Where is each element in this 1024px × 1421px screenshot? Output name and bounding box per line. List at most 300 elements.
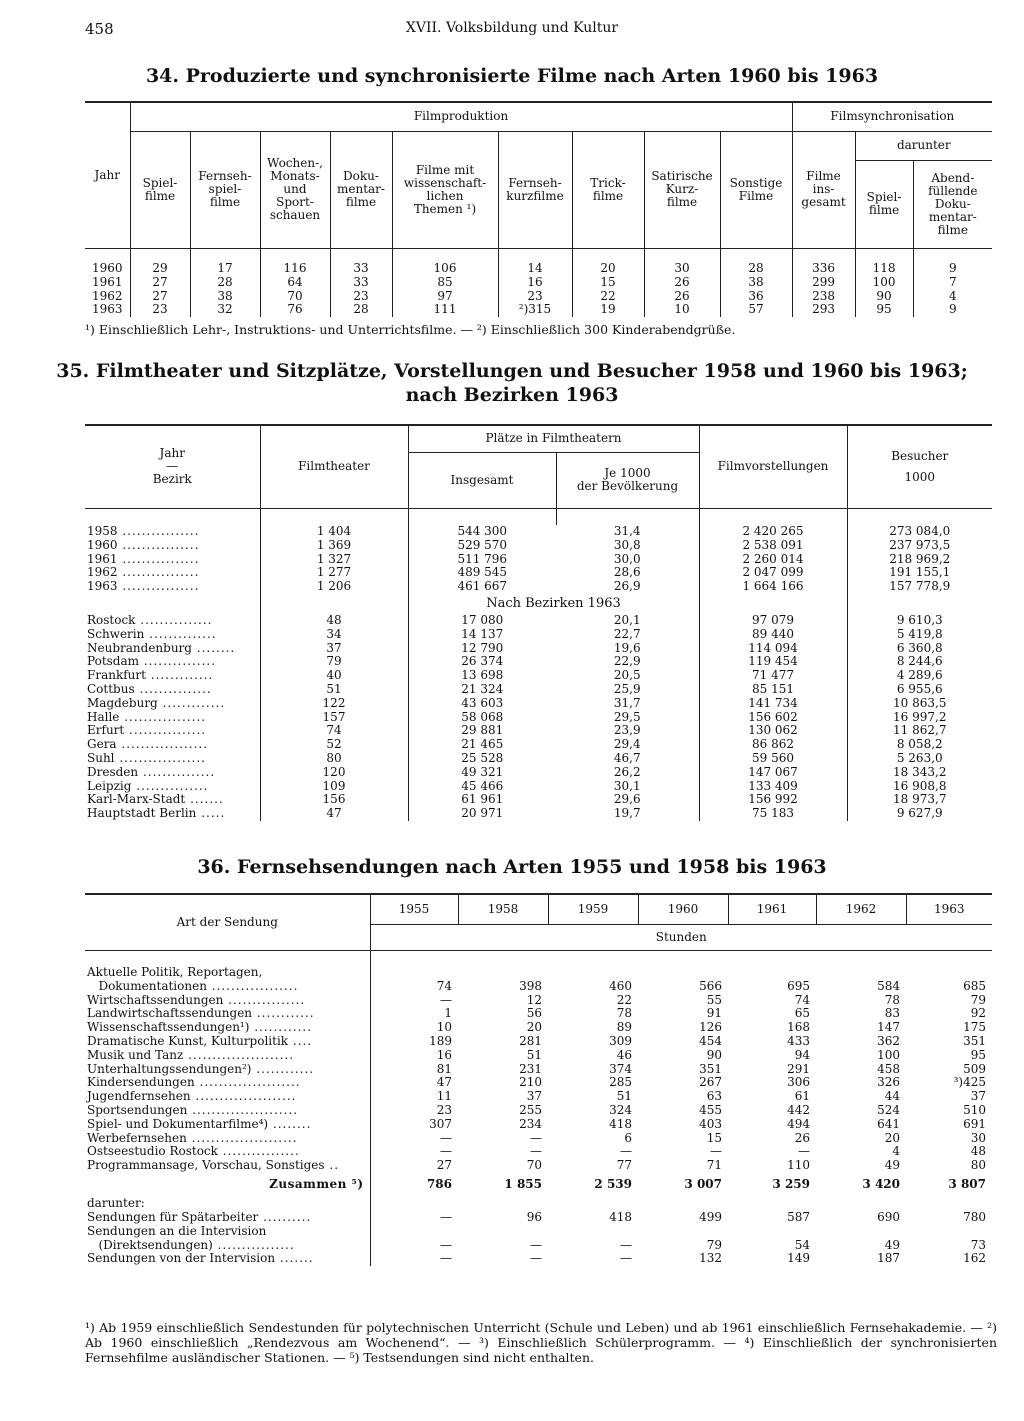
t36-value-cell <box>816 1225 906 1239</box>
t35-row-label-text: Leipzig <box>87 779 132 793</box>
leader-dots: ...................... <box>186 1131 298 1145</box>
leader-dots: ................ <box>117 525 200 538</box>
t36-value-cell: 641 <box>877 1117 900 1131</box>
t35-value-cell: 237 973,5 <box>847 539 992 553</box>
t35-value-cell: 25,9 <box>613 682 641 696</box>
t36-value-cell: — <box>620 1252 632 1266</box>
t34-value-cell: 32 <box>190 303 260 317</box>
t35-value-cell: 22,7 <box>613 627 641 641</box>
table-row <box>85 1090 992 1104</box>
t36-value-cell: 324 <box>609 1103 632 1117</box>
t35-row-label <box>85 780 260 794</box>
t34-year-cell: 1961 <box>91 275 123 289</box>
t34-col-header: Satirische Kurz- filme <box>644 131 720 248</box>
t35-row-label-text: Erfurt <box>87 724 125 738</box>
t36-row-label-text: Sportsendungen <box>87 1103 188 1117</box>
t36-value-cell: — <box>530 1238 542 1252</box>
t35-row-label <box>85 807 260 821</box>
leader-dots: .... <box>288 1034 313 1048</box>
t35-row-label <box>85 580 260 594</box>
leader-dots: ............ <box>251 1062 315 1076</box>
t35-row-label-text: Frankfurt <box>87 669 146 683</box>
t36-row-label-text: Wirtschaftssendungen <box>87 993 224 1007</box>
t36-stunden-header: Stunden <box>370 924 992 950</box>
table-36-title: 36. Fernsehsendungen nach Arten 1955 und 1958 bis 1963 <box>197 856 827 878</box>
t36-value-cell: 23 <box>370 1104 458 1118</box>
t35-value-cell: 9 610,3 <box>847 614 992 628</box>
t34-value-cell: 95 <box>855 303 913 317</box>
t36-row-label <box>85 1211 370 1225</box>
t35-row-label <box>85 553 260 567</box>
t34-value-cell: 70 <box>260 290 330 304</box>
t36-value-cell: 74 <box>794 993 810 1007</box>
t35-row-label-text: Karl-Marx-Stadt <box>87 793 186 807</box>
table-row <box>85 580 992 594</box>
table-row <box>85 1063 992 1077</box>
t34-value-cell: 336 <box>792 262 855 276</box>
t36-value-cell: 78 <box>616 1007 632 1021</box>
leader-dots: .................. <box>206 979 299 993</box>
t35-value-cell: 43 603 <box>408 697 556 711</box>
t36-row-label <box>85 1239 370 1253</box>
t34-year-cell: 1963 <box>91 303 123 317</box>
table-34-title: 34. Produzierte und synchronisierte Filme nach Arten 1960 bis 1963 <box>145 65 879 87</box>
leader-dots: ................. <box>119 710 207 724</box>
t35-value-cell: 120 <box>260 766 408 780</box>
t36-row-label-text: Spiel- und Dokumentarfilme⁴) <box>87 1117 269 1131</box>
t36-value-cell: 16 <box>370 1049 458 1063</box>
t36-value-cell <box>638 1225 728 1239</box>
t35-row-label <box>85 697 260 711</box>
t35-value-cell: 2 538 091 <box>699 539 847 553</box>
t35-value-cell: 10 863,5 <box>847 697 992 711</box>
t35-value-cell: 37 <box>260 642 408 656</box>
leader-dots: .......... <box>258 1210 312 1224</box>
t36-value-cell: — <box>530 1252 542 1266</box>
t35-value-cell: 119 454 <box>699 655 847 669</box>
table-row <box>85 1076 992 1090</box>
t35-value-cell: 30,0 <box>613 552 641 566</box>
t35-value-cell: 23,9 <box>613 724 641 738</box>
t35-value-cell: 52 <box>260 738 408 752</box>
t35-value-cell: 89 440 <box>699 628 847 642</box>
t35-row-label-text: Halle <box>87 710 120 724</box>
t34-value-cell: 22 <box>572 290 644 304</box>
t36-value-cell: 26 <box>794 1131 810 1145</box>
t36-value-cell <box>728 1225 816 1239</box>
t36-value-cell: — <box>370 1211 458 1225</box>
t36-year-header: 1961 <box>728 894 816 924</box>
t35-value-cell: 86 862 <box>699 738 847 752</box>
t35-value-cell: 58 068 <box>408 711 556 725</box>
t35-value-cell: 6 360,8 <box>847 642 992 656</box>
t36-value-cell: 187 <box>877 1252 900 1266</box>
t36-row-label-text: Aktuelle Politik, Reportagen, <box>87 966 263 979</box>
t35-row-label <box>85 539 260 553</box>
t35-value-cell: 31,7 <box>613 696 641 710</box>
t35-value-cell: 45 466 <box>408 780 556 794</box>
t36-value-cell: 94 <box>794 1048 810 1062</box>
t35-value-cell: 29,6 <box>613 793 641 807</box>
t36-value-cell: 6 <box>624 1131 632 1145</box>
t34-value-cell: 38 <box>720 276 792 290</box>
t34-value-cell: 4 <box>913 290 992 304</box>
t35-row-label-text: Suhl <box>87 751 115 765</box>
t34-value-cell: 9 <box>913 303 992 317</box>
leader-dots: ........ <box>268 1117 312 1131</box>
table-row <box>85 966 992 980</box>
t36-year-header: 1955 <box>370 894 458 924</box>
t34-value-cell: 23 <box>330 290 392 304</box>
t34-value-cell: 30 <box>644 262 720 276</box>
t34-value-cell: 100 <box>855 276 913 290</box>
t36-row-label-text: Dramatische Kunst, Kulturpolitik <box>87 1034 289 1048</box>
t35-row-label-text: Hauptstadt Berlin <box>87 807 197 821</box>
t36-value-cell: 11 <box>370 1090 458 1104</box>
leader-dots: ..... <box>196 807 226 821</box>
t34-value-cell: ²)315 <box>498 303 572 317</box>
t35-row-label-text: Gera <box>87 738 117 752</box>
t36-value-cell: 77 <box>616 1159 632 1173</box>
table-row <box>85 1007 992 1021</box>
t35-value-cell: 273 084,0 <box>847 525 992 539</box>
t35-value-cell: 14 137 <box>408 628 556 642</box>
t36-value-cell: 510 <box>963 1103 986 1117</box>
t36-value-cell: 1 <box>370 1007 458 1021</box>
running-head: XVII. Volksbildung und Kultur <box>405 20 619 36</box>
t35-value-cell: 1 664 166 <box>699 580 847 594</box>
t36-value-cell: 65 <box>794 1007 810 1021</box>
t35-value-cell: 20,5 <box>613 669 641 683</box>
t35-row-label-text: 1963 <box>87 580 118 594</box>
t35-row-label-text: 1958 <box>87 525 118 538</box>
t36-value-cell: 92 <box>970 1007 986 1021</box>
t34-value-cell: 33 <box>330 276 392 290</box>
t36-value-cell: 63 <box>706 1090 722 1104</box>
leader-dots: ................ <box>217 1145 300 1159</box>
table-row <box>85 752 992 766</box>
t34-value-cell: 57 <box>720 303 792 317</box>
t34-value-cell: 9 <box>913 262 992 276</box>
t36-row-label <box>85 1035 370 1049</box>
t36-value-cell: 210 <box>519 1076 542 1090</box>
t34-value-cell: 116 <box>260 262 330 276</box>
t36-value-cell <box>548 966 638 980</box>
t35-value-cell: 29 881 <box>408 724 556 738</box>
t34-value-cell: 118 <box>855 262 913 276</box>
t36-value-cell: 780 <box>963 1210 986 1224</box>
t36-value-cell <box>458 1225 548 1239</box>
t36-value-cell: 46 <box>616 1048 632 1062</box>
t34-value-cell: 23 <box>498 290 572 304</box>
t36-total-cell: 3 420 <box>862 1176 900 1191</box>
table-row <box>85 262 992 276</box>
t36-value-cell: 291 <box>787 1062 810 1076</box>
t36-value-cell: 418 <box>609 1117 632 1131</box>
t36-value-cell: 418 <box>609 1210 632 1224</box>
t36-row-label <box>85 1132 370 1146</box>
t35-value-cell: 19,6 <box>613 641 641 655</box>
t36-value-cell: 81 <box>370 1063 458 1077</box>
leader-dots: ............... <box>134 682 212 696</box>
t35-dash-label: — <box>166 459 179 474</box>
t36-value-cell: 147 <box>877 1021 900 1035</box>
t34-year-cell: 1960 <box>91 262 123 275</box>
t35-value-cell: 141 734 <box>699 697 847 711</box>
t36-total-cell: 3 807 <box>948 1176 986 1191</box>
t36-value-cell: 454 <box>699 1034 722 1048</box>
leader-dots: .............. <box>144 627 217 641</box>
t36-value-cell <box>728 966 816 980</box>
t36-year-header: 1963 <box>906 894 992 924</box>
t36-value-cell: 27 <box>370 1159 458 1173</box>
t36-value-cell: 584 <box>877 979 900 993</box>
t35-value-cell: 9 627,9 <box>847 807 992 821</box>
table-row <box>85 525 992 539</box>
t36-value-cell: — <box>370 994 458 1008</box>
table-row <box>85 669 992 683</box>
table-row <box>85 290 992 304</box>
t34-value-cell: 16 <box>498 276 572 290</box>
t36-total-label: Zusammen ⁵) <box>269 1176 364 1191</box>
t36-total-cell: 3 259 <box>772 1176 810 1191</box>
t35-value-cell: 511 796 <box>408 553 556 567</box>
t36-value-cell: 48 <box>970 1145 986 1159</box>
leader-dots: ................ <box>117 552 200 566</box>
t36-year-header: 1962 <box>816 894 906 924</box>
t35-row-label-text: 1960 <box>87 538 118 552</box>
leader-dots: ..................... <box>190 1090 297 1104</box>
t34-value-cell: 111 <box>392 303 498 317</box>
table-row <box>85 303 992 317</box>
t36-value-cell <box>458 966 548 980</box>
t36-value-cell: 49 <box>884 1238 900 1252</box>
leader-dots: ............... <box>139 655 217 669</box>
t34-jahr-header: Jahr <box>85 102 130 248</box>
t36-value-cell: 56 <box>526 1007 542 1021</box>
t35-value-cell: 18 973,7 <box>847 793 992 807</box>
t34-col-header: Spiel- filme <box>855 160 913 248</box>
t35-row-label <box>85 614 260 628</box>
t35-je1000-header: Je 1000 der Bevölkerung <box>556 452 699 508</box>
t34-col-header: Filme mit wissenschaft- lichen Themen ¹) <box>392 131 498 248</box>
table-row <box>85 1104 992 1118</box>
t36-year-header: 1960 <box>638 894 728 924</box>
leader-dots: .. <box>324 1159 340 1173</box>
t34-col-header: Abend- füllende Doku- mentar- filme <box>913 160 992 248</box>
t35-1000-label: 1000 <box>904 469 936 484</box>
t35-value-cell: 1 327 <box>260 553 408 567</box>
t34-value-cell: 97 <box>392 290 498 304</box>
t35-value-cell: 109 <box>260 780 408 794</box>
leader-dots: ............... <box>135 613 213 627</box>
t34-value-cell: 27 <box>130 276 190 290</box>
t34-value-cell: 29 <box>130 262 190 276</box>
t35-value-cell: 461 667 <box>408 580 556 594</box>
t35-value-cell: 20 971 <box>408 807 556 821</box>
t36-value-cell: 51 <box>526 1048 542 1062</box>
t35-row-label-text: 1961 <box>87 552 118 566</box>
t35-row-label <box>85 642 260 656</box>
t34-value-cell: 90 <box>855 290 913 304</box>
table-row <box>85 1049 992 1063</box>
t34-value-cell: 14 <box>498 262 572 276</box>
t35-value-cell: 489 545 <box>408 566 556 580</box>
t36-darunter-label: darunter: <box>87 1195 145 1210</box>
t36-row-label-text: Wissenschaftssendungen¹) <box>87 1021 250 1035</box>
t36-value-cell: 20 <box>526 1021 542 1035</box>
t36-value-cell: 47 <box>370 1076 458 1090</box>
t35-value-cell: 26,9 <box>613 580 641 594</box>
t36-value-cell: 162 <box>963 1252 986 1266</box>
t36-row-label <box>85 1076 370 1090</box>
t36-value-cell: 398 <box>519 979 542 993</box>
t36-row-label <box>85 1145 370 1159</box>
t34-filmsynchronisation-header: Filmsynchronisation <box>792 102 992 131</box>
t36-value-cell: 168 <box>787 1021 810 1035</box>
t36-value-cell: 509 <box>963 1062 986 1076</box>
t34-value-cell: 28 <box>720 262 792 276</box>
t36-value-cell: — <box>370 1239 458 1253</box>
t36-value-cell: 234 <box>519 1117 542 1131</box>
t36-value-cell: 691 <box>963 1117 986 1131</box>
t35-row-label-text: Cottbus <box>87 682 135 696</box>
t35-value-cell: 97 079 <box>699 614 847 628</box>
t35-value-cell: 30,8 <box>613 538 641 552</box>
t35-value-cell: 71 477 <box>699 669 847 683</box>
t36-total-cell: 2 539 <box>594 1176 632 1191</box>
t35-row-label <box>85 566 260 580</box>
t36-value-cell: 460 <box>609 979 632 993</box>
t34-value-cell: 28 <box>190 276 260 290</box>
t36-art-header: Art der Sendung <box>85 894 370 950</box>
table-34 <box>85 101 992 317</box>
t36-row-label-text: Werbefernsehen <box>87 1131 187 1145</box>
t35-value-cell: 8 058,2 <box>847 738 992 752</box>
t36-value-cell: 61 <box>794 1090 810 1104</box>
t35-row-label <box>85 738 260 752</box>
t36-value-cell: 55 <box>706 993 722 1007</box>
t36-value-cell: 90 <box>706 1048 722 1062</box>
t36-value-cell: 74 <box>370 980 458 994</box>
t35-value-cell: 25 528 <box>408 752 556 766</box>
t36-value-cell: 281 <box>519 1034 542 1048</box>
t34-value-cell: 76 <box>260 303 330 317</box>
t36-value-cell: 12 <box>526 993 542 1007</box>
t36-row-label-text: (Direktsendungen) <box>87 1238 213 1252</box>
t36-value-cell: — <box>620 1238 632 1252</box>
t36-row-label-text: Dokumentationen <box>87 979 207 993</box>
t35-value-cell: 61 961 <box>408 793 556 807</box>
t34-value-cell: 64 <box>260 276 330 290</box>
t36-value-cell: 149 <box>787 1252 810 1266</box>
t36-value-cell: 351 <box>963 1034 986 1048</box>
t35-jahr-bezirk-header <box>85 425 260 508</box>
t35-row-label <box>85 628 260 642</box>
leader-dots: ................ <box>117 566 200 580</box>
table-row <box>85 1035 992 1049</box>
table-36 <box>85 893 992 1266</box>
t36-value-cell <box>370 966 458 980</box>
t35-value-cell: 5 263,0 <box>847 752 992 766</box>
leader-dots: ...................... <box>187 1103 299 1117</box>
t36-value-cell: 175 <box>963 1021 986 1035</box>
t34-col-header: Trick- filme <box>572 131 644 248</box>
t36-value-cell: 78 <box>884 993 900 1007</box>
t36-row-label-text: Kindersendungen <box>87 1076 195 1090</box>
t35-value-cell: 1 404 <box>260 525 408 539</box>
t36-row-label <box>85 1225 370 1239</box>
t36-row-label <box>85 1021 370 1035</box>
t35-value-cell: 29,5 <box>613 710 641 724</box>
t35-value-cell: 85 151 <box>699 683 847 697</box>
t35-value-cell: 16 997,2 <box>847 711 992 725</box>
t35-row-label <box>85 752 260 766</box>
table-34-footnote: ¹) Einschließlich Lehr-, Instruktions- und Unterrichtsfilme. — ²) Einschließlich 300 Kinderabendgrüße. <box>85 322 736 337</box>
t36-row-label-text: Jugendfernsehen <box>87 1090 191 1104</box>
t34-filmproduktion-header: Filmproduktion <box>130 102 792 131</box>
t35-value-cell: 28,6 <box>613 566 641 580</box>
t34-value-cell: 38 <box>190 290 260 304</box>
t35-value-cell: 130 062 <box>699 724 847 738</box>
t35-value-cell: 20,1 <box>613 613 641 627</box>
table-row <box>85 1021 992 1035</box>
table-row <box>85 724 992 738</box>
t35-value-cell: 4 289,6 <box>847 669 992 683</box>
t36-value-cell: 189 <box>370 1035 458 1049</box>
t35-insgesamt-header: Insgesamt <box>408 452 556 508</box>
t36-value-cell: 326 <box>877 1076 900 1090</box>
t36-value-cell <box>638 966 728 980</box>
t36-value-cell <box>816 966 906 980</box>
t35-value-cell: 11 862,7 <box>847 724 992 738</box>
leader-dots: ..................... <box>194 1076 301 1090</box>
t35-value-cell: 26 374 <box>408 655 556 669</box>
t35-value-cell: 156 602 <box>699 711 847 725</box>
table-36-footnote: ¹) Ab 1959 einschließlich Sendestunden für polytechnischen Unterricht (Schule und Leben) und ab 1961 einschließlich Fernsehakademie. — ²) Ab 1960 einschließlich „Rendezvous am Wochenend“. — ³) Einschließlich Schülerprogramm. — ⁴) Einschließlich der synchronisierten Fernsehfilme ausländischer Stationen. — ⁵) Testsendungen sind nicht enthalten. <box>85 1320 997 1365</box>
t35-value-cell: 156 <box>260 793 408 807</box>
table-row <box>85 711 992 725</box>
t36-value-cell: 566 <box>699 979 722 993</box>
t35-value-cell: 46,7 <box>613 751 641 765</box>
t35-value-cell: 51 <box>260 683 408 697</box>
t35-row-label-text: Potsdam <box>87 655 140 669</box>
t35-row-label-text: 1962 <box>87 566 118 580</box>
t36-value-cell: 95 <box>970 1048 986 1062</box>
t36-value-cell: 231 <box>519 1062 542 1076</box>
t34-value-cell: 17 <box>190 262 260 276</box>
t34-value-cell: 26 <box>644 290 720 304</box>
t35-value-cell: 49 321 <box>408 766 556 780</box>
t36-value-cell: 10 <box>370 1021 458 1035</box>
t36-value-cell: 22 <box>616 993 632 1007</box>
t34-col-header: Wochen-, Monats- und Sport- schauen <box>260 131 330 248</box>
t34-value-cell: 85 <box>392 276 498 290</box>
t36-row-label <box>85 994 370 1008</box>
t36-value-cell: 37 <box>526 1090 542 1104</box>
t35-besucher-header <box>847 425 992 508</box>
t36-row-label <box>85 1118 370 1132</box>
t34-value-cell: 23 <box>130 303 190 317</box>
t35-value-cell: 156 992 <box>699 793 847 807</box>
t36-value-cell <box>370 1225 458 1239</box>
t36-value-cell: 80 <box>970 1159 986 1173</box>
leader-dots: ................ <box>223 993 306 1007</box>
t36-value-cell: 255 <box>519 1103 542 1117</box>
leader-dots: ....... <box>275 1252 314 1266</box>
t35-value-cell: 12 790 <box>408 642 556 656</box>
t36-value-cell: 71 <box>706 1159 722 1173</box>
